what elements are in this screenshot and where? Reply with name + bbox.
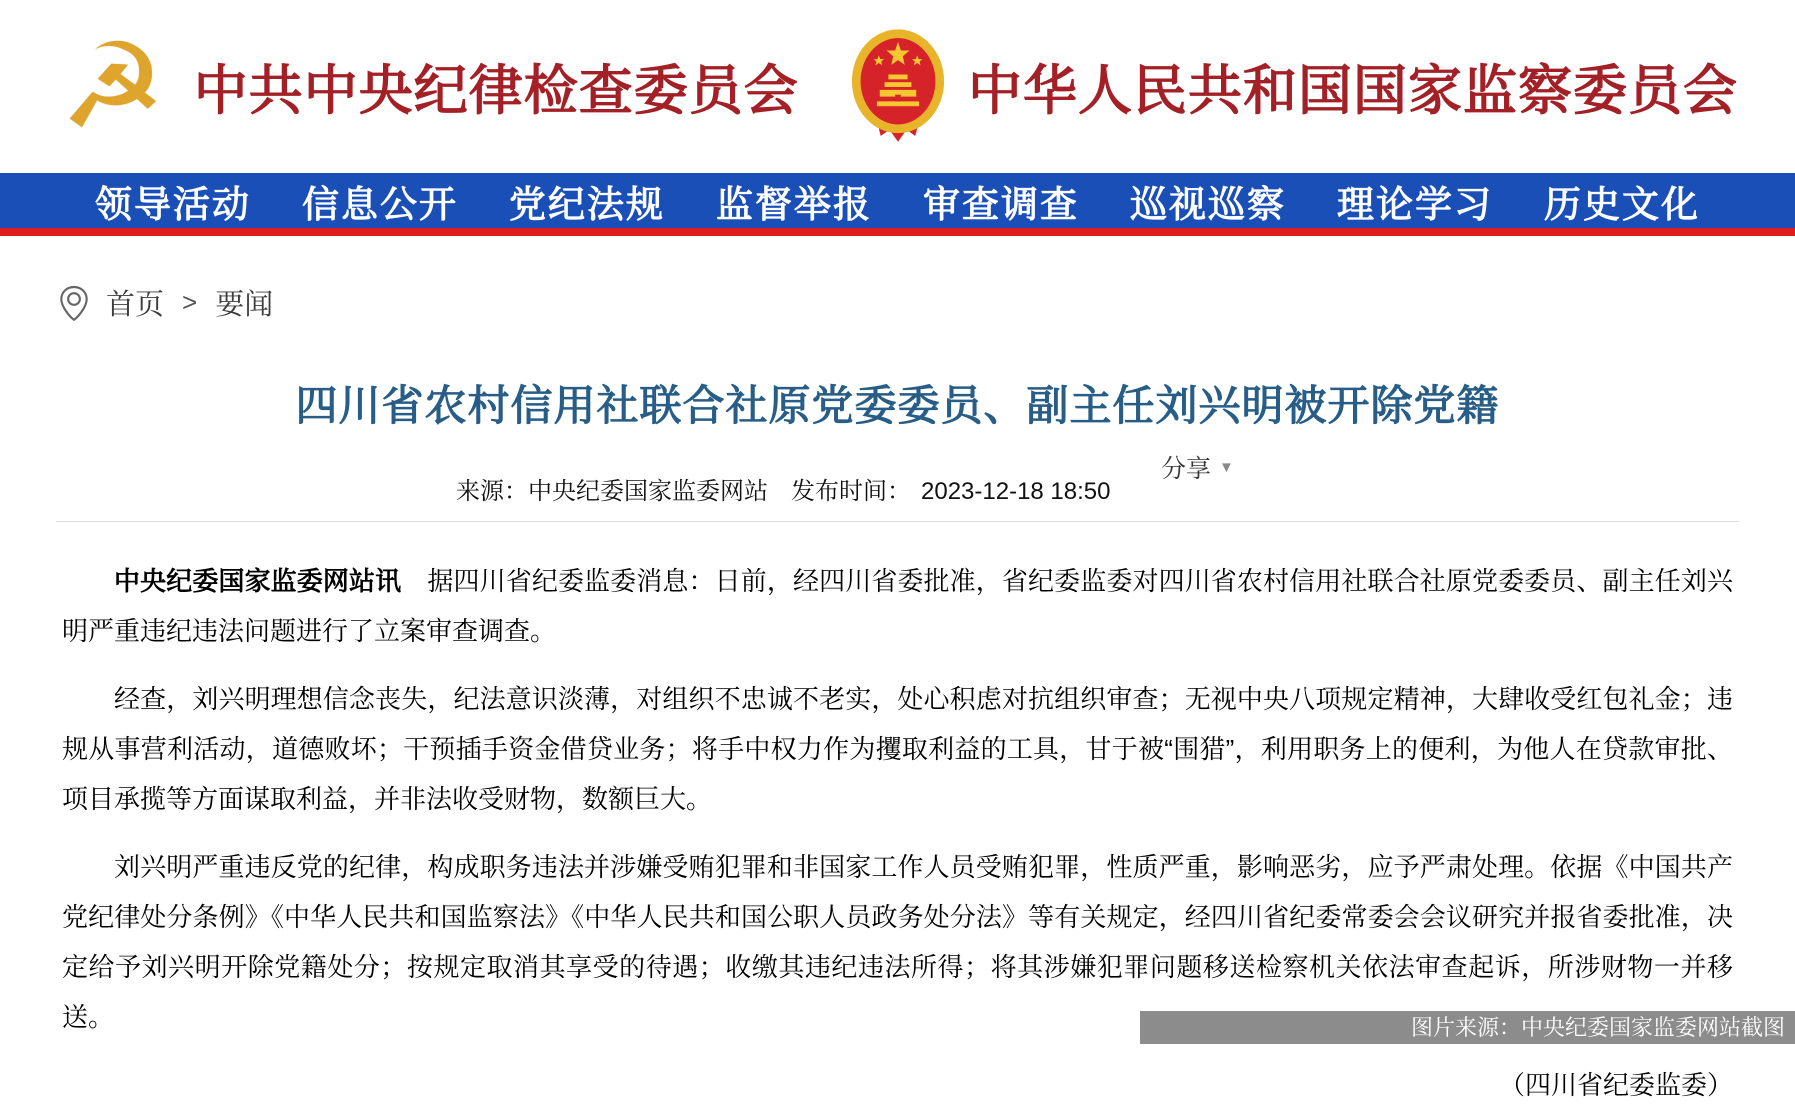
- paragraph-3: 刘兴明严重违反党的纪律，构成职务违法并涉嫌受贿犯罪和非国家工作人员受贿犯罪，性质严重，影响恶劣，应予严肃处理。依据《中国共产党纪律处分条例》《中华人民共和国监察法》《中华人民共和国公职人员政务处分法》等有关规定，经四川省纪委常委会会议研究并报省委批准，决定给予刘兴明开除党籍处分；按规定取消其享受的待遇；收缴其违纪违法所得；将其涉嫌犯罪问题移送检察机关依法审查起诉，所涉财物一并移送。: [62, 852, 1733, 1032]
- paragraph-2: 经查，刘兴明理想信念丧失，纪法意识淡薄，对组织不忠诚不老实，处心积虑对抗组织审查；无视中央八项规定精神，大肆收受红包礼金；违规从事营利活动，道德败坏；干预插手资金借贷业务；将手中权力作为攫取利益的工具，甘于被“围猎”，利用职务上的便利，为他人在贷款审批、项目承揽等方面谋取利益，并非法收受财物，数额巨大。: [62, 684, 1733, 814]
- paragraph-1: [62, 556, 1733, 656]
- nsc-logo[interactable]: [850, 0, 1738, 173]
- share-button[interactable]: [1161, 449, 1234, 485]
- breadcrumb-current[interactable]: 要闻: [215, 289, 274, 321]
- main-nav: [0, 173, 1795, 228]
- nav-item-party-discipline-rules[interactable]: 党纪法规: [509, 183, 665, 225]
- accent-red-strip: [0, 228, 1795, 236]
- article-signoff: （四川省纪委监委）: [1498, 1070, 1733, 1100]
- breadcrumb-home[interactable]: 首页: [106, 289, 165, 321]
- publish-value: 2023-12-18 18:50: [921, 478, 1111, 505]
- source-value: 中央纪委国家监委网站: [528, 478, 768, 505]
- ccdi-logo-text: 中共中央纪律检查委员会: [193, 61, 799, 121]
- breadcrumb: [58, 282, 1795, 323]
- breadcrumb-separator: >: [182, 287, 198, 317]
- article-meta: [0, 455, 1795, 507]
- nav-item-review-investigation[interactable]: 审查调查: [923, 183, 1079, 225]
- nav-item-history-culture[interactable]: 历史文化: [1544, 183, 1700, 225]
- nav-item-supervision-reporting[interactable]: 监督举报: [716, 183, 872, 225]
- site-header: [0, 0, 1795, 173]
- share-label: 分享: [1161, 455, 1212, 483]
- article-source: [456, 471, 768, 506]
- location-pin-icon: [58, 284, 90, 322]
- article-publish-time: [791, 471, 1111, 506]
- ccdi-logo[interactable]: [60, 0, 799, 173]
- publish-label: 发布时间：: [791, 478, 911, 505]
- nav-item-information-disclosure[interactable]: 信息公开: [302, 183, 458, 225]
- national-emblem-icon: [850, 28, 946, 146]
- nsc-logo-text: 中华人民共和国国家监察委员会: [968, 61, 1738, 121]
- paragraph-1-text: 据四川省纪委监委消息：日前，经四川省委批准，省纪委监委对四川省农村信用社联合社原党委委员、副主任刘兴明严重违纪违法问题进行了立案审查调查。: [62, 566, 1733, 646]
- article-title: 四川省农村信用社联合社原党委委员、副主任刘兴明被开除党籍: [295, 382, 1500, 429]
- paragraph-1-lead: 中央纪委国家监委网站讯: [114, 566, 402, 596]
- nav-item-theory-study[interactable]: 理论学习: [1337, 183, 1493, 225]
- source-label: 来源：: [456, 478, 528, 505]
- nav-item-inspection-patrol[interactable]: 巡视巡察: [1130, 183, 1286, 225]
- caret-down-icon: ▼: [1219, 458, 1234, 476]
- nav-item-leadership-activities[interactable]: 领导活动: [95, 183, 251, 225]
- party-emblem-icon: ☭: [60, 20, 166, 153]
- meta-divider: [56, 521, 1739, 522]
- image-source-watermark: 图片来源：中央纪委国家监委网站截图: [1140, 1011, 1795, 1044]
